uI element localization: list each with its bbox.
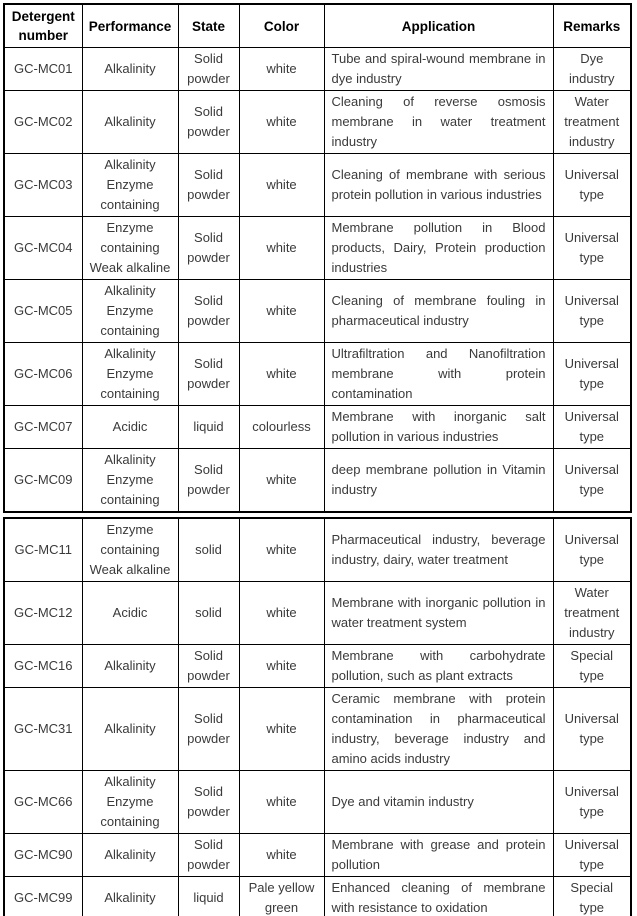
cell-color: white [239,343,324,406]
cell-remarks: Water treatment industry [553,582,631,645]
cell-application: Cleaning of membrane fouling in pharmaceutical industry [324,280,553,343]
cell-performance: Alkalinity [82,91,178,154]
cell-application: Pharmaceutical industry, beverage industry, dairy, water treatment [324,518,553,582]
cell-state: Solid powder [178,48,239,91]
cell-performance: Alkalinity [82,645,178,688]
cell-state: Solid powder [178,217,239,280]
table-row [4,449,631,513]
table-row [4,771,631,834]
cell-performance: Enzyme containing Weak alkaline [82,518,178,582]
cell-application: Ceramic membrane with protein contamination in pharmaceutical industry, beverage industry and amino acids industry [324,688,553,771]
table-row [4,877,631,916]
cell-color: white [239,154,324,217]
table-row [4,280,631,343]
cell-remarks: Universal type [553,280,631,343]
cell-detergent-number: GC-MC01 [4,48,82,91]
cell-performance: Alkalinity Enzyme containing [82,771,178,834]
detergent-table-segment-1 [3,3,632,513]
cell-state: Solid powder [178,834,239,877]
cell-state: Solid powder [178,645,239,688]
cell-detergent-number: GC-MC12 [4,582,82,645]
cell-color: white [239,688,324,771]
cell-application: Cleaning of membrane with serious protein pollution in various industries [324,154,553,217]
cell-detergent-number: GC-MC31 [4,688,82,771]
cell-state: liquid [178,877,239,916]
cell-remarks: Universal type [553,771,631,834]
cell-remarks: Universal type [553,518,631,582]
cell-color: white [239,48,324,91]
cell-color: white [239,91,324,154]
cell-application: Membrane with grease and protein pollution [324,834,553,877]
cell-detergent-number: GC-MC05 [4,280,82,343]
cell-color: colourless [239,406,324,449]
cell-remarks: Special type [553,877,631,916]
table-row [4,91,631,154]
column-header-detergent-number: Detergent number [4,4,82,48]
cell-state: Solid powder [178,154,239,217]
cell-application: Tube and spiral-wound membrane in dye industry [324,48,553,91]
cell-detergent-number: GC-MC16 [4,645,82,688]
cell-performance: Acidic [82,406,178,449]
cell-application: Ultrafiltration and Nanofiltration membrane with protein contamination [324,343,553,406]
cell-state: Solid powder [178,449,239,513]
table-row [4,645,631,688]
cell-application: Membrane with inorganic pollution in water treatment system [324,582,553,645]
cell-color: white [239,280,324,343]
cell-detergent-number: GC-MC04 [4,217,82,280]
cell-remarks: Special type [553,645,631,688]
cell-detergent-number: GC-MC09 [4,449,82,513]
table-row [4,582,631,645]
table-row [4,688,631,771]
cell-remarks: Universal type [553,217,631,280]
column-header-application: Application [324,4,553,48]
cell-state: Solid powder [178,91,239,154]
cell-state: solid [178,518,239,582]
cell-performance: Alkalinity [82,48,178,91]
column-header-state: State [178,4,239,48]
cell-performance: Acidic [82,582,178,645]
cell-detergent-number: GC-MC66 [4,771,82,834]
cell-remarks: Water treatment industry [553,91,631,154]
cell-application: Membrane pollution in Blood products, Dairy, Protein production industries [324,217,553,280]
cell-remarks: Universal type [553,154,631,217]
cell-color: white [239,518,324,582]
cell-color: white [239,449,324,513]
cell-detergent-number: GC-MC07 [4,406,82,449]
cell-remarks: Universal type [553,343,631,406]
cell-remarks: Universal type [553,406,631,449]
column-header-performance: Performance [82,4,178,48]
cell-state: liquid [178,406,239,449]
cell-detergent-number: GC-MC11 [4,518,82,582]
cell-state: Solid powder [178,688,239,771]
cell-color: white [239,645,324,688]
cell-detergent-number: GC-MC02 [4,91,82,154]
cell-performance: Alkalinity Enzyme containing [82,280,178,343]
cell-detergent-number: GC-MC90 [4,834,82,877]
cell-performance: Alkalinity [82,688,178,771]
cell-performance: Alkalinity [82,877,178,916]
cell-color: white [239,217,324,280]
table-row [4,834,631,877]
cell-color: Pale yellow green [239,877,324,916]
column-header-color: Color [239,4,324,48]
cell-color: white [239,771,324,834]
cell-application: Enhanced cleaning of membrane with resistance to oxidation [324,877,553,916]
table-row [4,154,631,217]
cell-remarks: Universal type [553,449,631,513]
column-header-remarks: Remarks [553,4,631,48]
detergent-table-segment-2 [3,517,632,916]
table-row [4,406,631,449]
table-row [4,518,631,582]
cell-remarks: Dye industry [553,48,631,91]
cell-color: white [239,582,324,645]
cell-performance: Alkalinity Enzyme containing [82,343,178,406]
cell-detergent-number: GC-MC99 [4,877,82,916]
cell-performance: Enzyme containing Weak alkaline [82,217,178,280]
cell-application: Membrane with carbohydrate pollution, such as plant extracts [324,645,553,688]
cell-state: solid [178,582,239,645]
cell-performance: Alkalinity Enzyme containing [82,154,178,217]
cell-state: Solid powder [178,771,239,834]
cell-state: Solid powder [178,343,239,406]
cell-application: deep membrane pollution in Vitamin industry [324,449,553,513]
table-row [4,217,631,280]
cell-state: Solid powder [178,280,239,343]
cell-remarks: Universal type [553,688,631,771]
cell-detergent-number: GC-MC06 [4,343,82,406]
cell-detergent-number: GC-MC03 [4,154,82,217]
cell-application: Cleaning of reverse osmosis membrane in water treatment industry [324,91,553,154]
cell-performance: Alkalinity Enzyme containing [82,449,178,513]
cell-application: Dye and vitamin industry [324,771,553,834]
table-row [4,343,631,406]
cell-application: Membrane with inorganic salt pollution in various industries [324,406,553,449]
table-row [4,48,631,91]
cell-remarks: Universal type [553,834,631,877]
header-row [4,4,631,48]
cell-color: white [239,834,324,877]
cell-performance: Alkalinity [82,834,178,877]
